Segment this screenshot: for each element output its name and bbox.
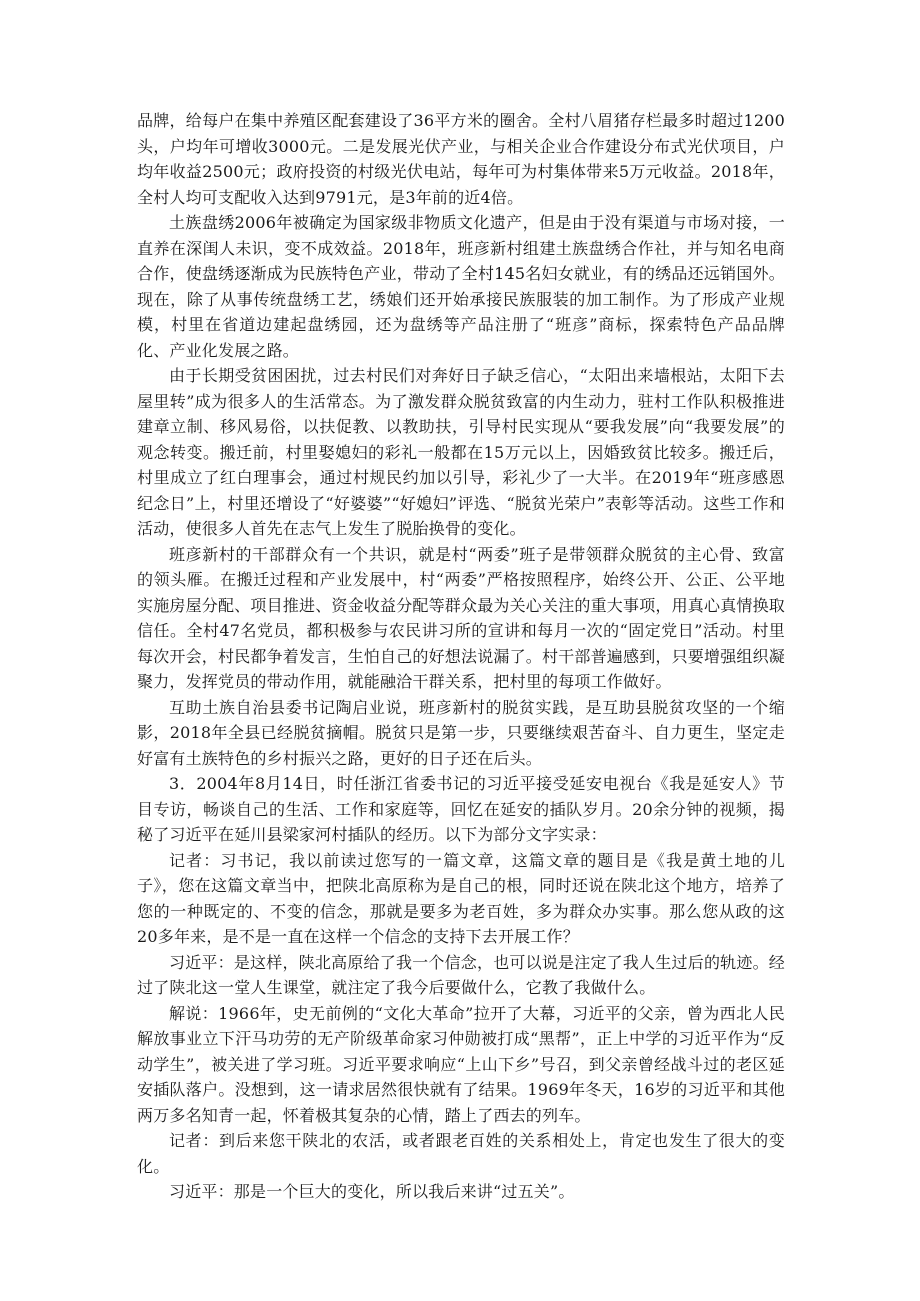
paragraph-3: 由于长期受贫困困扰，过去村民们对奔好日子缺乏信心，“太阳出来墙根站，太阳下去屋里转”成为很多人的生活常态。为了激发群众脱贫致富的内生动力，驻村工作队积极推进建章立制、移风易俗，以扶促教、以教助扶，引导村民实现从“要我发展”向“我要发展”的观念转变。搬迁前，村里娶媳妇的彩礼一般都在15万元以上，因婚致贫比较多。搬迁后，村里成立了红白理事会，通过村规民约加以引导，彩礼少了一大半。在2019年“班彦感恩纪念日”上，村里还增设了“好婆婆”“好媳妇”评选、“脱贫光荣户”表彰等活动。这些工作和活动，使很多人首先在志气上发生了脱胎换骨的变化。 [137, 366, 785, 538]
paragraph-9: 解说：1966年，史无前例的“文化大革命”拉开了大幕，习近平的父亲，曾为西北人民解放事业立下汗马功劳的无产阶级革命家习仲勋被打成“黑帮”，正上中学的习近平作为“反动学生”，被关进了学习班。习近平要求响应“上山下乡”号召，到父亲曾经战斗过的老区延安插队落户。没想到，这一请求居然很快就有了结果。1969年冬天，16岁的习近平和其他两万多名知青一起，怀着极其复杂的心情，踏上了西去的列车。 [137, 1003, 785, 1125]
paragraph-11: 习近平：那是一个巨大的变化，所以我后来讲“过五关”。 [169, 1182, 575, 1201]
paragraph-5: 互助土族自治县委书记陶启业说，班彦新村的脱贫实践，是互助县脱贫攻坚的一个缩影，2018年全县已经脱贫摘帽。脱贫只是第一步，只要继续艰苦奋斗、自力更生，坚定走好富有土族特色的乡村振兴之路，更好的日子还在后头。 [137, 697, 785, 768]
paragraph-10: 记者：到后来您干陕北的农活，或者跟老百姓的关系相处上，肯定也发生了很大的变化。 [137, 1131, 785, 1176]
paragraph-8: 习近平：是这样，陕北高原给了我一个信念，也可以说是注定了我人生过后的轨迹。经过了陕北这一堂人生课堂，就注定了我今后要做什么，它教了我做什么。 [137, 952, 785, 997]
paragraph-1: 品牌，给每户在集中养殖区配套建设了36平方米的圈舍。全村八眉猪存栏最多时超过1200头，户均年可增收3000元。二是发展光伏产业，与相关企业合作建设分布式光伏项目，户均年收益2500元；政府投资的村级光伏电站，每年可为村集体带来5万元收益。2018年，全村人均可支配收入达到9791元，是3年前的近4倍。 [137, 111, 785, 207]
paragraph-4: 班彦新村的干部群众有一个共识，就是村“两委”班子是带领群众脱贫的主心骨、致富的领头雁。在搬迁过程和产业发展中，村“两委”严格按照程序，始终公开、公正、公平地实施房屋分配、项目推进、资金收益分配等群众最为关心关注的重大事项，用真心真情换取信任。全村47名党员，都积极参与农民讲习所的宣讲和每月一次的“固定党日”活动。村里每次开会，村民都争着发言，生怕自己的好想法说漏了。村干部普遍感到，只要增强组织凝聚力，发挥党员的带动作用，就能融洽干群关系，把村里的每项工作做好。 [137, 544, 786, 691]
paragraph-6: 3．2004年8月14日，时任浙江省委书记的习近平接受延安电视台《我是延安人》节目专访，畅谈自己的生活、工作和家庭等，回忆在延安的插队岁月。20余分钟的视频，揭秘了习近平在延川县梁家河村插队的经历。以下为部分文字实录： [137, 774, 785, 844]
document-body [137, 108, 785, 1205]
paragraph-7: 记者：习书记，我以前读过您写的一篇文章，这篇文章的题目是《我是黄土地的儿子》，您在这篇文章当中，把陕北高原称为是自己的根，同时还说在陕北这个地方，培养了您的一种既定的、不变的信念，那就是要多为老百姓，多为群众办实事。那么您从政的这20多年来，是不是一直在这样一个信念的支持下去开展工作？ [137, 850, 785, 946]
paragraph-2: 土族盘绣2006年被确定为国家级非物质文化遗产，但是由于没有渠道与市场对接，一直养在深闺人未识，变不成效益。2018年，班彦新村组建土族盘绣合作社，并与知名电商合作，使盘绣逐渐成为民族特色产业，带动了全村145名妇女就业，有的绣品还远销国外。现在，除了从事传统盘绣工艺，绣娘们还开始承接民族服装的加工制作。为了形成产业规模，村里在省道边建起盘绣园，还为盘绣等产品注册了“班彦”商标，探索特色产品品牌化、产业化发展之路。 [137, 213, 785, 360]
